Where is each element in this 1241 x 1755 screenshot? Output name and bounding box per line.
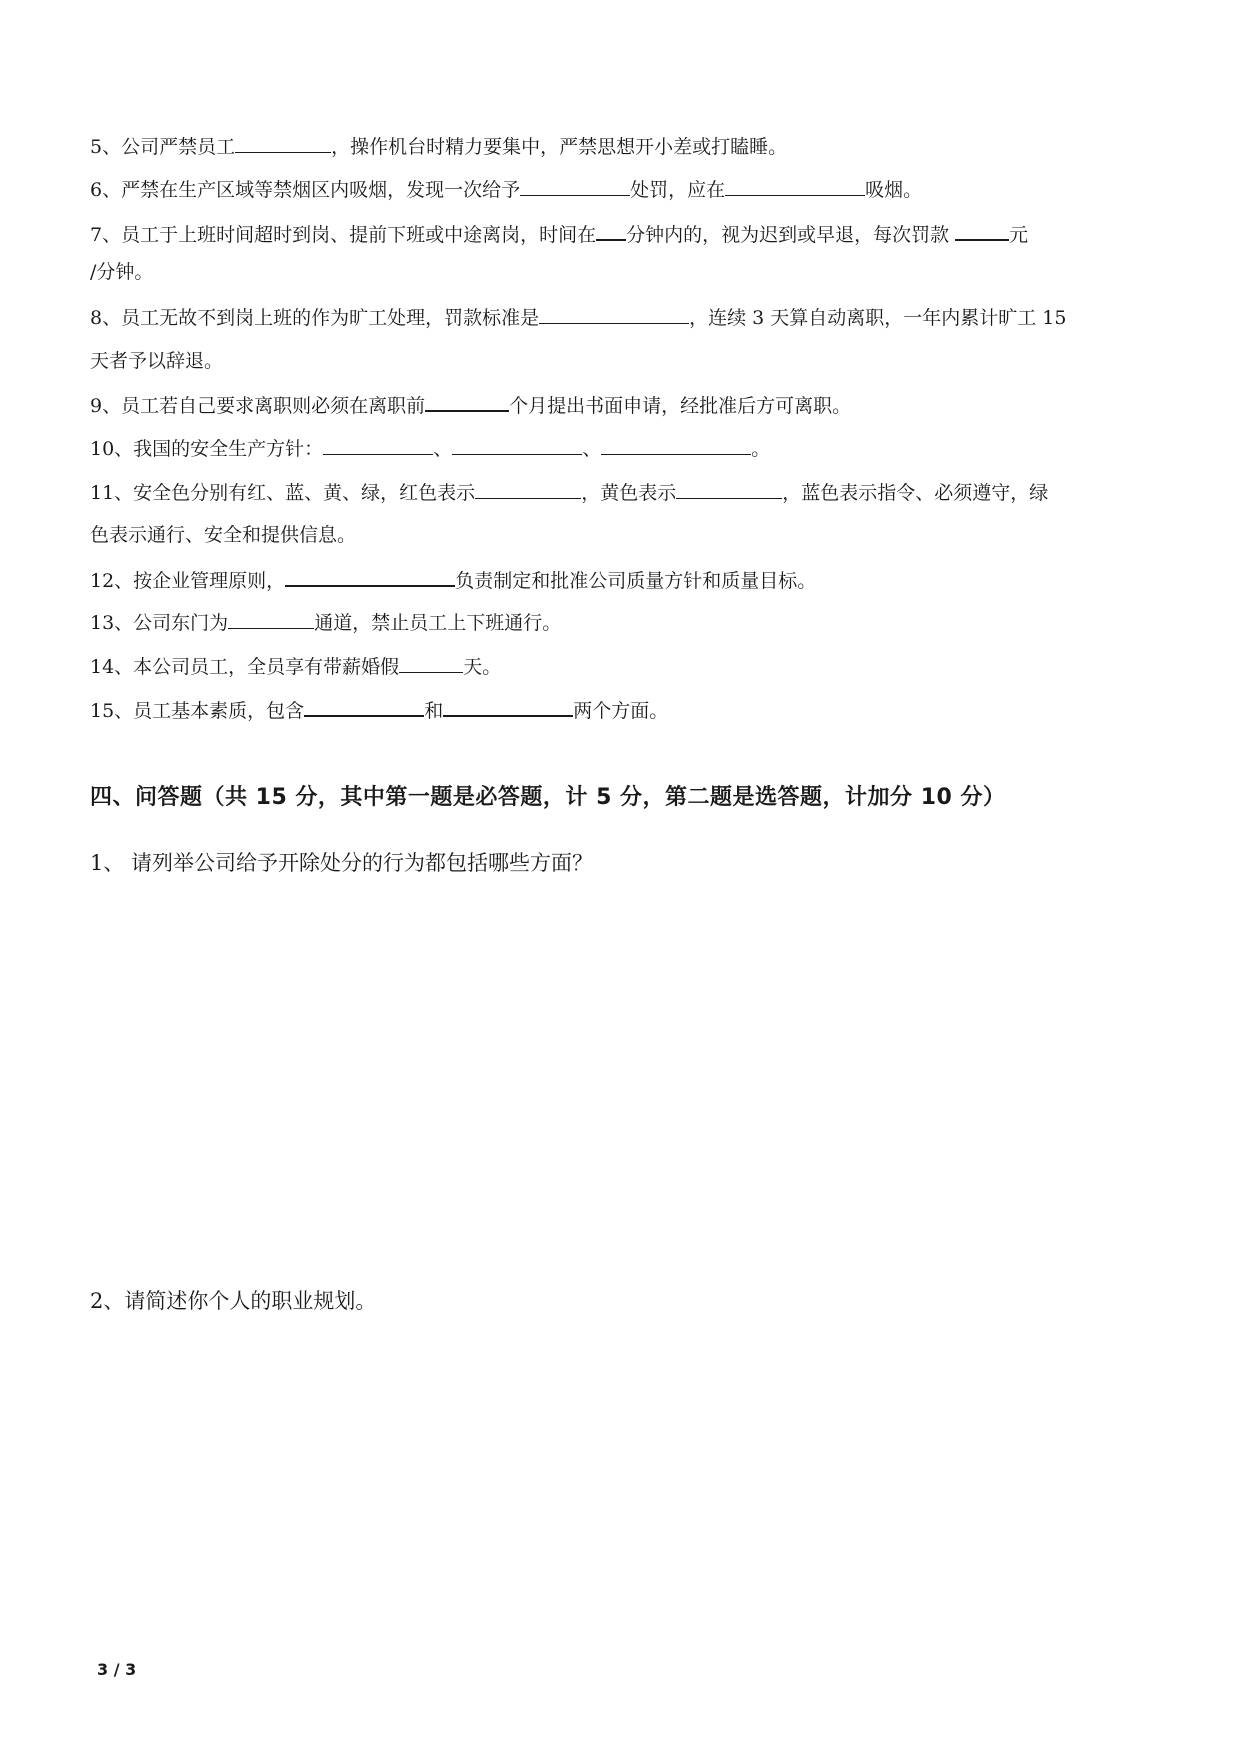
item-14: 14、本公司员工，全员享有带薪婚假 天。 bbox=[90, 656, 502, 678]
blank-field[interactable] bbox=[725, 177, 865, 196]
item-12: 12、按企业管理原则， 负责制定和批准公司质量方针和质量目标。 bbox=[90, 567, 816, 593]
blank-field[interactable] bbox=[235, 134, 331, 153]
item-11: 11、安全色分别有红、蓝、黄、绿，红色表示 ，黄色表示 ，蓝色表示指令、必须遵守，绿 bbox=[90, 482, 1049, 504]
blank-field[interactable] bbox=[601, 436, 751, 455]
item-9: 9、员工若自己要求离职则必须在离职前 个月提出书面申请，经批准后方可离职。 bbox=[90, 392, 851, 418]
item-5: 5、公司严禁员工 ，操作机台时精力要集中，严禁思想开小差或打瞌睡。 bbox=[90, 136, 788, 158]
item-13: 13、公司东门为 通道，禁止员工上下班通行。 bbox=[90, 612, 562, 634]
blank-field[interactable] bbox=[425, 392, 509, 412]
blank-field[interactable] bbox=[475, 480, 581, 499]
item-8-cont: 天者予以辞退。 bbox=[90, 350, 224, 372]
item-8: 8、员工无故不到岗上班的作为旷工处理，罚款标准是 ，连续 3 天算自动离职，一年内累计旷工 15 bbox=[90, 307, 1067, 329]
item-15: 15、员工基本素质，包含 和 两个方面。 bbox=[90, 697, 668, 723]
blank-field[interactable] bbox=[228, 610, 314, 629]
page-number: 3 / 3 bbox=[97, 1660, 137, 1679]
item-7: 7、员工于上班时间超时到岗、提前下班或中途离岗，时间在 分钟内的，视为迟到或早退，每次罚款 元 bbox=[90, 221, 1028, 247]
blank-field[interactable] bbox=[304, 697, 424, 717]
blank-field[interactable] bbox=[676, 480, 782, 499]
blank-field[interactable] bbox=[539, 305, 689, 324]
blank-field[interactable] bbox=[285, 567, 455, 587]
item-11-cont: 色表示通行、安全和提供信息。 bbox=[90, 524, 357, 546]
question-1: 1、 请列举公司给予开除处分的行为都包括哪些方面？ bbox=[90, 851, 594, 875]
item-6: 6、严禁在生产区域等禁烟区内吸烟，发现一次给予 处罚，应在 吸烟。 bbox=[90, 179, 923, 201]
question-2: 2、请简述你个人的职业规划。 bbox=[90, 1289, 377, 1313]
blank-field[interactable] bbox=[399, 654, 463, 673]
blank-field[interactable] bbox=[596, 221, 626, 241]
section-title: 四、问答题（共 15 分，其中第一题是必答题，计 5 分，第二题是选答题，计加分 10 分） bbox=[90, 785, 1006, 810]
blank-field[interactable] bbox=[520, 177, 630, 196]
item-7-cont: /分钟。 bbox=[90, 261, 154, 283]
blank-field[interactable] bbox=[452, 436, 582, 455]
item-10: 10、我国的安全生产方针： 、 、 。 bbox=[90, 438, 771, 460]
blank-field[interactable] bbox=[955, 221, 1009, 241]
blank-field[interactable] bbox=[443, 697, 573, 717]
blank-field[interactable] bbox=[323, 436, 433, 455]
